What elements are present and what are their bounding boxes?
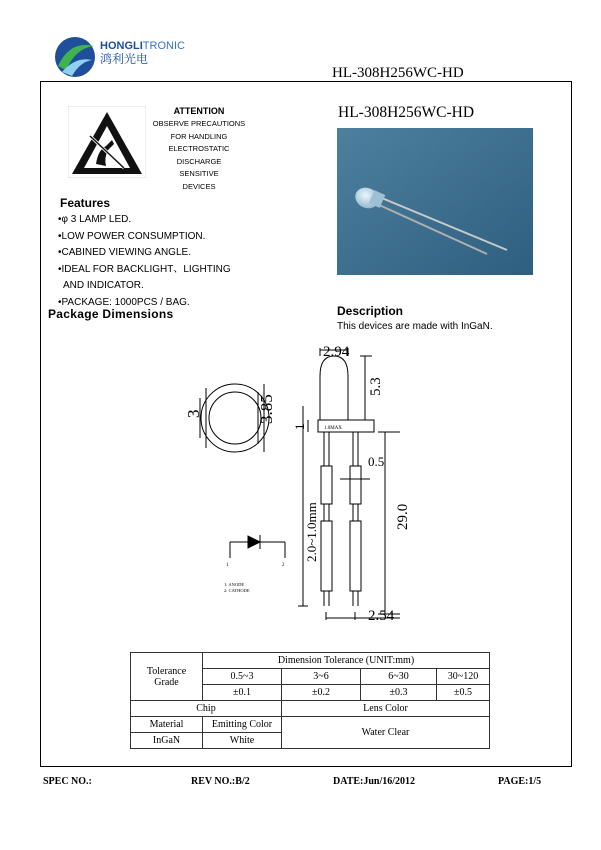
- part-number-title: HL-308H256WC-HD: [338, 104, 475, 121]
- tolerance-table: [130, 652, 490, 749]
- footer-rev: REV NO.:B/2: [191, 776, 250, 787]
- features-list: [58, 212, 308, 311]
- attention-line: OBSERVE PRECAUTIONS: [152, 119, 246, 128]
- tolerance-value: ±0.2: [282, 685, 361, 701]
- logo-brand-main: HONGLI: [100, 40, 143, 52]
- emitting-color-value: White: [203, 733, 282, 749]
- footer-spec: SPEC NO.:: [43, 776, 92, 787]
- lens-color-header: Lens Color: [282, 701, 490, 717]
- dim-flange: 3.85: [257, 394, 276, 424]
- company-logo-icon: [54, 36, 96, 78]
- emitting-color-header: Emitting Color: [203, 717, 282, 733]
- package-drawing: [160, 336, 470, 636]
- attention-line: ELECTROSTATIC: [168, 144, 230, 153]
- company-logo-text: [100, 40, 185, 66]
- dim-rim: 1: [292, 423, 307, 430]
- feature-item: •CABINED VIEWING ANGLE.: [58, 247, 191, 258]
- pin-label: 1: [226, 563, 229, 568]
- attention-line: FOR HANDLING: [170, 131, 228, 141]
- tolerance-range: 0.5~3: [203, 669, 282, 685]
- attention-block: [150, 104, 248, 193]
- footer-date: DATE:Jun/16/2012: [333, 776, 416, 787]
- logo-brand-sub: TRONIC: [142, 40, 185, 52]
- description-text: This devices are made with InGaN.: [337, 321, 493, 332]
- dim-lens-height: 5.3: [368, 377, 384, 396]
- dim-lead-length: 29.0: [395, 503, 411, 530]
- dim-lead-width: 0.5: [368, 454, 385, 469]
- dim-lens-width: 2.94: [323, 344, 350, 360]
- feature-item: AND INDICATOR.: [58, 280, 144, 291]
- tolerance-value: ±0.5: [437, 685, 490, 701]
- feature-item: •LOW POWER CONSUMPTION.: [58, 230, 206, 242]
- dim-diameter: 3: [184, 409, 203, 418]
- attention-title: ATTENTION: [173, 106, 225, 116]
- diode-symbol-icon: [230, 535, 285, 558]
- tolerance-range: 6~30: [361, 669, 437, 685]
- attention-line: DEVICES: [182, 181, 216, 191]
- legend-line: 1: ANODE: [224, 582, 245, 587]
- logo-chinese: 鸿利光电: [100, 52, 149, 66]
- attention-line: DISCHARGE: [176, 156, 222, 166]
- lens-color-value: Water Clear: [282, 717, 490, 749]
- feature-item: •φ 3 LAMP LED.: [58, 214, 132, 225]
- tolerance-value: ±0.3: [361, 685, 437, 701]
- description-title: Description: [337, 304, 404, 318]
- legend-line: 2: CATHODE: [224, 588, 250, 593]
- feature-item: •PACKAGE: 1000PCS / BAG.: [58, 296, 190, 308]
- dim-stand-off: 2.0~1.0mm: [304, 502, 319, 562]
- esd-warning-icon: [68, 106, 146, 178]
- pin-label: 2: [282, 563, 285, 568]
- chip-header: Chip: [131, 701, 282, 717]
- footer-page: PAGE:1/5: [498, 776, 542, 787]
- product-photo: [337, 128, 533, 275]
- header-part-number: HL-308H256WC-HD: [332, 65, 464, 81]
- side-view: [298, 348, 400, 620]
- feature-item: •IDEAL FOR BACKLIGHT、LIGHTING: [58, 263, 231, 275]
- tolerance-range: 3~6: [282, 669, 361, 685]
- tolerance-value: ±0.1: [203, 685, 282, 701]
- tolerance-header: Dimension Tolerance (UNIT:mm): [203, 653, 490, 669]
- features-title: Features: [60, 196, 111, 210]
- package-dimensions-title: Package Dimensions: [48, 307, 174, 321]
- attention-line: SENSITIVE: [179, 169, 219, 178]
- material-header: Material: [131, 717, 203, 733]
- dim-pitch: 2.54: [368, 608, 395, 624]
- material-value: InGaN: [131, 733, 203, 749]
- tolerance-label: Tolerance Grade: [131, 653, 203, 701]
- dim-max-label: 1.0MAX: [324, 426, 342, 431]
- tolerance-range: 30~120: [437, 669, 490, 685]
